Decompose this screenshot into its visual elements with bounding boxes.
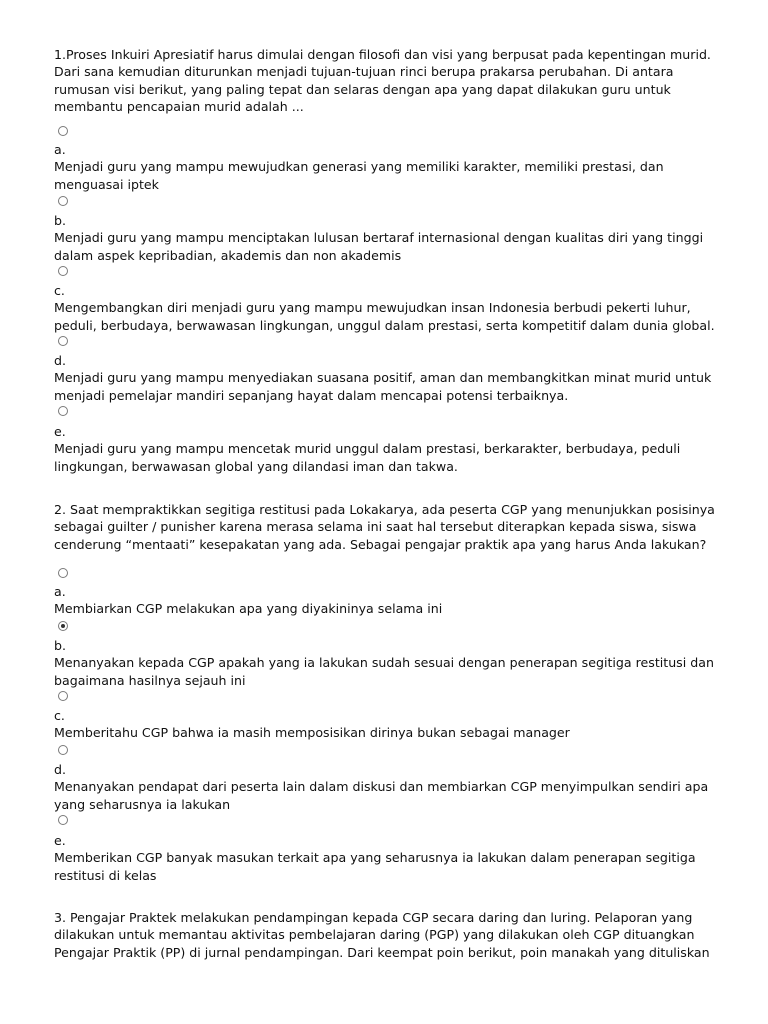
option-1e[interactable] <box>54 423 720 475</box>
option-letter: a. <box>54 584 66 599</box>
option-text: Mengembangkan diri menjadi guru yang mampu mewujudkan insan Indonesia berbudi pekerti luhur, peduli, berbudaya, berwawasan lingkungan, unggul dalam prestasi, serta kompetitif dalam dunia global. <box>54 300 715 333</box>
option-text: Menjadi guru yang mampu mewujudkan generasi yang memiliki karakter, memiliki prestasi, dan menguasai iptek <box>54 159 664 192</box>
question-1 <box>54 46 720 116</box>
radio-option-1b[interactable] <box>58 196 68 206</box>
radio-option-1a[interactable] <box>58 126 68 136</box>
option-1d[interactable] <box>54 352 720 404</box>
option-2a[interactable] <box>54 583 720 618</box>
question-text: 2. Saat mempraktikkan segitiga restitusi pada Lokakarya, ada peserta CGP yang menunjukkan posisinya sebagai guilter / punisher karena merasa selama ini saat hal tersebut diterapkan kepada siswa, siswa cenderung “mentaati” kesepakatan yang ada. Sebagai pengajar praktik apa yang harus Anda lakukan? <box>54 502 715 552</box>
option-2b[interactable] <box>54 637 720 689</box>
option-text: Menjadi guru yang mampu menyediakan suasana positif, aman dan membangkitkan minat murid untuk menjadi pemelajar mandiri sepanjang hayat dalam mencapai potensi terbaiknya. <box>54 370 712 403</box>
option-letter: e. <box>54 424 66 439</box>
option-text: Memberitahu CGP bahwa ia masih memposisikan dirinya bukan sebagai manager <box>54 725 570 741</box>
question-3 <box>54 909 720 961</box>
radio-option-1e[interactable] <box>58 406 68 416</box>
question-text: 3. Pengajar Praktek melakukan pendampingan kepada CGP secara daring dan luring. Pelaporan yang dilakukan untuk memantau aktivitas pembelajaran daring (PGP) yang dilakukan oleh CGP dituangkan Pengajar Praktik (PP) di jurnal pendampingan. Dari keempat poin berikut, poin manakah yang dituliskan <box>54 910 710 960</box>
radio-option-1d[interactable] <box>58 336 68 346</box>
option-1c[interactable] <box>54 282 720 334</box>
option-letter: b. <box>54 213 66 228</box>
option-text: Menanyakan kepada CGP apakah yang ia lakukan sudah sesuai dengan penerapan segitiga restitusi dan bagaimana hasilnya sejauh ini <box>54 655 714 688</box>
option-text: Membiarkan CGP melakukan apa yang diyakininya selama ini <box>54 601 443 617</box>
question-text: 1.Proses Inkuiri Apresiatif harus dimulai dengan filosofi dan visi yang berpusat pada kepentingan murid. Dari sana kemudian diturunkan menjadi tujuan-tujuan rinci berupa prakarsa perubahan. Di antara rumusan visi berikut, yang paling tepat dan selaras dengan apa yang dapat dilakukan guru untuk membantu pencapaian murid adalah ... <box>54 47 711 115</box>
option-text: Memberikan CGP banyak masukan terkait apa yang seharusnya ia lakukan dalam penerapan segitiga restitusi di kelas <box>54 850 696 883</box>
option-letter: d. <box>54 353 66 368</box>
radio-option-2d[interactable] <box>58 745 68 755</box>
option-text: Menanyakan pendapat dari peserta lain dalam diskusi dan membiarkan CGP menyimpulkan sendiri apa yang seharusnya ia lakukan <box>54 779 709 812</box>
option-1b[interactable] <box>54 212 720 264</box>
option-1a[interactable] <box>54 141 720 193</box>
option-text: Menjadi guru yang mampu mencetak murid unggul dalam prestasi, berkarakter, berbudaya, peduli lingkungan, berwawasan global yang dilandasi iman dan takwa. <box>54 441 681 474</box>
radio-option-2e[interactable] <box>58 815 68 825</box>
option-letter: c. <box>54 283 65 298</box>
radio-option-1c[interactable] <box>58 266 68 276</box>
question-2 <box>54 501 720 553</box>
radio-option-2a[interactable] <box>58 568 68 578</box>
option-text: Menjadi guru yang mampu menciptakan lulusan bertaraf internasional dengan kualitas diri yang tinggi dalam aspek kepribadian, akademis dan non akademis <box>54 230 704 263</box>
option-letter: a. <box>54 142 66 157</box>
option-letter: c. <box>54 708 65 723</box>
option-2e[interactable] <box>54 832 720 884</box>
option-letter: e. <box>54 833 66 848</box>
radio-option-2b[interactable] <box>58 621 68 631</box>
option-2d[interactable] <box>54 761 720 813</box>
radio-option-2c[interactable] <box>58 691 68 701</box>
option-letter: b. <box>54 638 66 653</box>
option-2c[interactable] <box>54 707 720 742</box>
option-letter: d. <box>54 762 66 777</box>
